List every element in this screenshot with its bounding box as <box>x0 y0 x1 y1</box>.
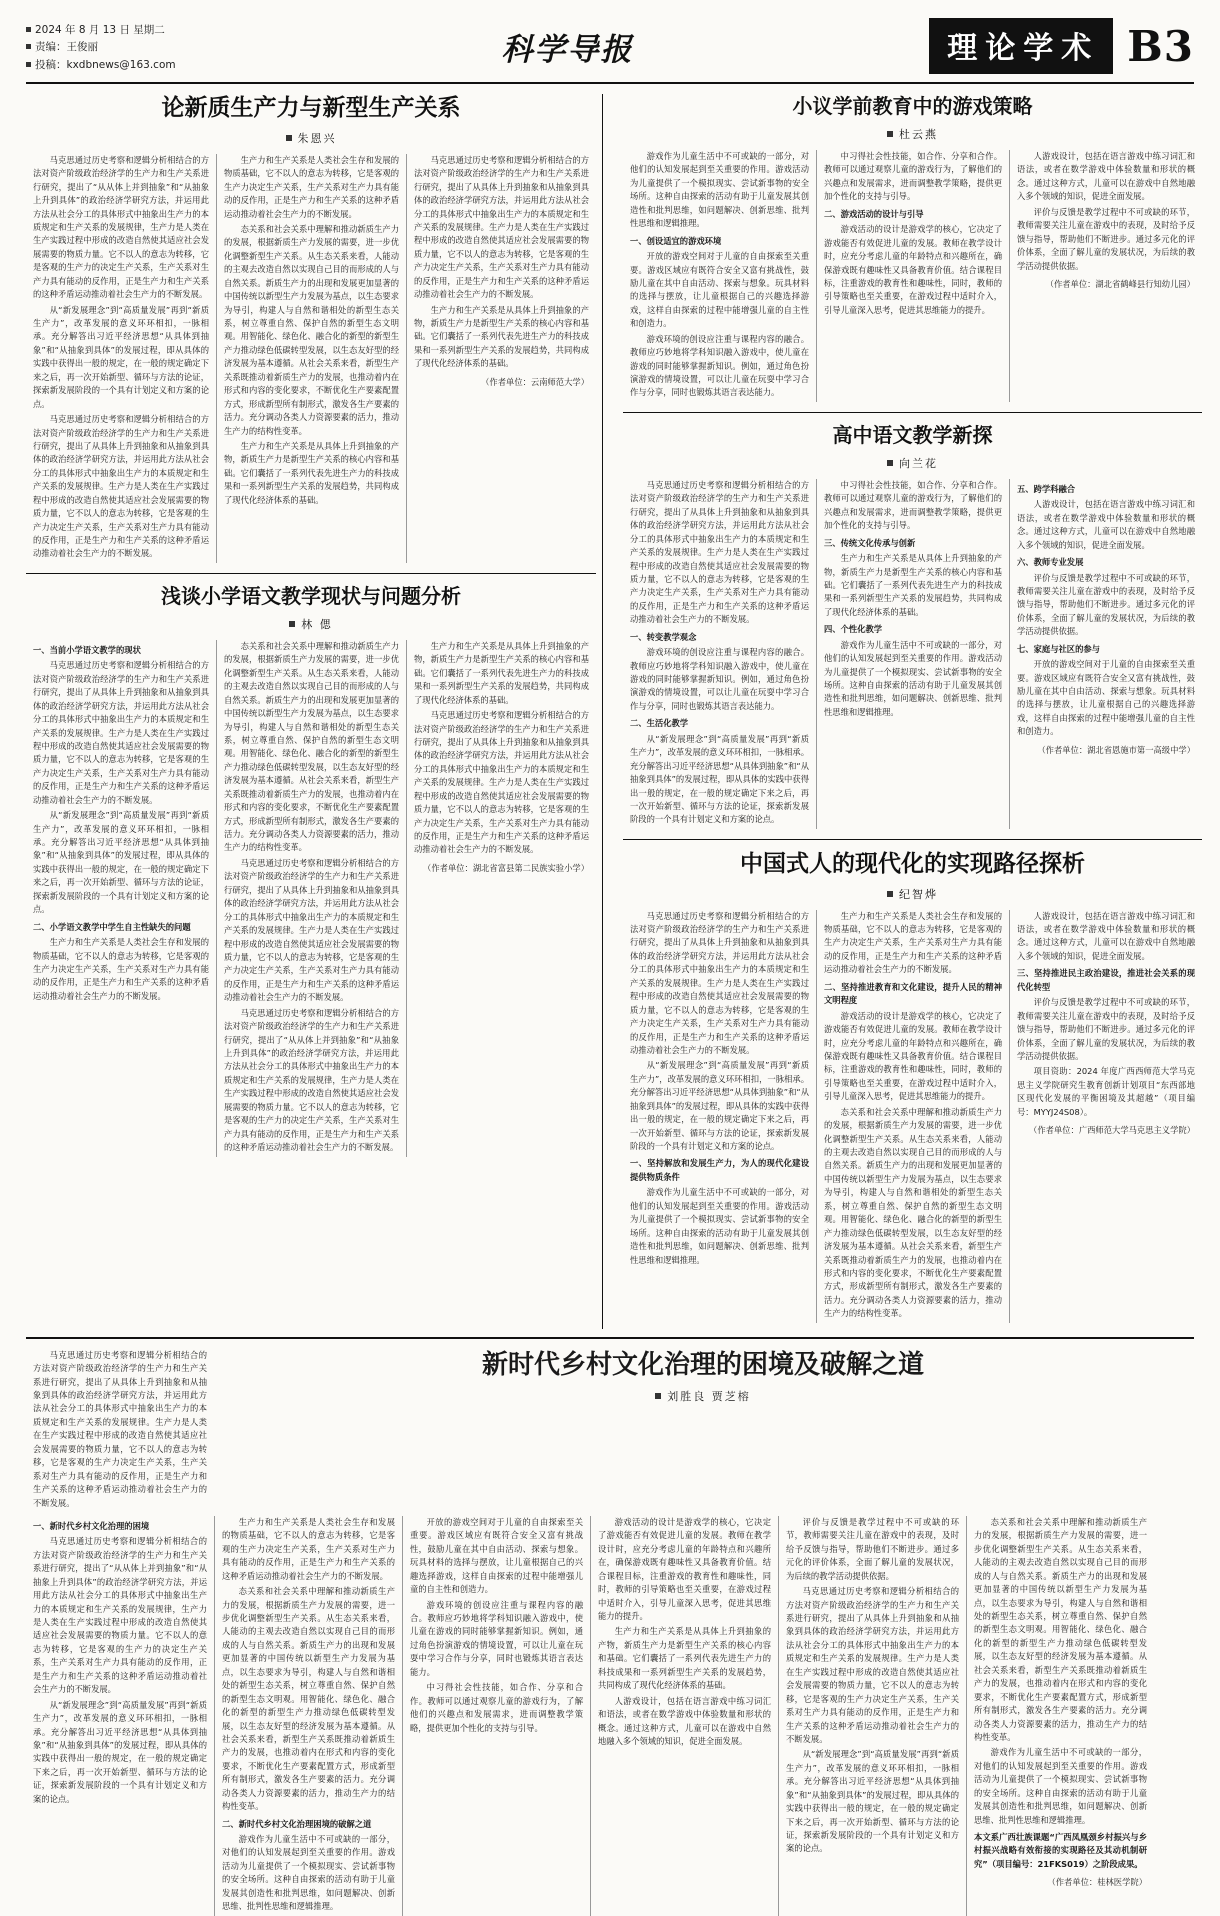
article-affiliation: （作者单位：湖北省富县第二民族实验小学） <box>423 862 589 873</box>
article-title: 浅谈小学语文教学现状与问题分析 <box>161 583 461 608</box>
paragraph: 游戏作为儿童生活中不可或缺的一部分，对他们的认知发展起到至关重要的作用。游戏活动为儿童提供了一个模拟现实、尝试新事物的安全场所。这种自由探索的活动有助于儿童发展其创造性和批判思维，如问题解决、创新思维、批判性思维和逻辑推理。 <box>824 639 1002 717</box>
section-heading: 三、坚持推进民主政治建设，推进社会关系的现代化转型 <box>1017 968 1195 992</box>
byline-mark-icon <box>655 1393 661 1399</box>
section-heading: 一、坚持解放和发展生产力，为人的现代化建设提供物质条件 <box>630 1158 809 1182</box>
column <box>816 910 1009 1323</box>
byline-mark-icon <box>286 135 292 141</box>
article-note: 本文系广西壮族课题“广西凤凰颈乡村振兴与乡村振兴战略有效衔接的实现路径及其动机制研究”（项目编号：21FKS019）之阶段成果。 <box>974 1832 1147 1869</box>
paragraph: 游戏环境的创设应注重与课程内容的融合。教师应巧妙地将学科知识融入游戏中，使儿童在游戏的同时能够掌握新知识。例如，通过角色扮演游戏的情境设置，可以让儿童在玩耍中学习合作与分享，同时也锻炼其语言表达能力。 <box>630 647 809 711</box>
paragraph: 从“新发展理念”到“高质量发展”再到“新质生产力”，改革发展的意义环环相扣，一脉相承。充分解答出习近平经济思想“从具体到抽象”和“从抽象到具体”的发展过程，即从具体的实践中获得出一般的规定，在一般的规定确定下来之后，再一次开始新型、循环与方法的论证，探索新发展阶段的一个具有计划定义和方案的论点。 <box>33 1699 207 1804</box>
article-affiliation: （作者单位：桂林医学院） <box>1047 1877 1147 1888</box>
article-affiliation: （作者单位：云南师范大学） <box>481 376 589 387</box>
article-xiaoxue-yuwen <box>26 584 596 1157</box>
column <box>402 1516 590 1916</box>
paragraph: 游戏活动的设计是游戏学的核心，它决定了游戏能否有效促进儿童的发展。教师在教学设计时，应充分考虑儿童的年龄特点和兴趣所在，确保游戏既有趣味性又具备教育价值。结合课程目标，注重游戏的教育性和趣味性，同时，教师的引导策略也至关重要，在游戏过程中适时介入，引导儿童深入思考，促进其思维能力的提升。 <box>598 1516 771 1621</box>
paragraph: 游戏作为儿童生活中不可或缺的一部分，对他们的认知发展起到至关重要的作用。游戏活动为儿童提供了一个模拟现实、尝试新事物的安全场所。这种自由探索的活动有助于儿童发展其创造性和批判思维，如问题解决、创新思维、批判性思维和逻辑推理。 <box>222 1834 395 1912</box>
page-number: B3 <box>1127 21 1194 71</box>
divider <box>623 839 1202 840</box>
divider <box>623 412 1202 413</box>
paragraph: 马克思通过历史考察和逻辑分析相结合的方法对资产阶级政治经济学的生产力和生产关系进行研究，提出了从具体上升到抽象和从抽象到具体的政治经济学研究方法，并运用此方法从社会分工的具体形式中抽象出生产力的本质规定和生产关系的发展规律。生产力是人类在生产实践过程中形成的改造自然使其适应社会发展需要的物质力量，它不以人的意志为转移，它是客观的生产力决定生产关系，生产关系对生产力具有能动的反作用，正是生产力和生产关系的这种矛盾运动推动着社会生产力的不断发展。 <box>33 414 209 559</box>
paragraph: 马克思通过历史考察和逻辑分析相结合的方法对资产阶级政治经济学的生产力和生产关系进行研究，提出了从具体上升到抽象和从抽象到具体的政治经济学研究方法，并运用此方法从社会分工的具体形式中抽象出生产力的本质规定和生产关系的发展规律。生产力是人类在生产实践过程中形成的改造自然使其适应社会发展需要的物质力量，它不以人的意志为转移，它是客观的生产力决定生产关系，生产关系对生产力具有能动的反作用，正是生产力和生产关系的这种矛盾运动推动着社会生产力的不断发展。 <box>786 1586 959 1744</box>
section-heading: 七、家庭与社区的参与 <box>1017 643 1100 654</box>
paragraph: 生产力和生产关系是从具体上升到抽象的产物，新质生产力是新型生产关系的核心内容和基础。它们囊括了一系列代表先进生产力的科技成果和一系列新型生产关系的发展趋势，共同构成了现代化经济体系的基础。 <box>824 553 1002 617</box>
column <box>26 1516 214 1916</box>
paragraph: 游戏环境的创设应注重与课程内容的融合。教师应巧妙地将学科知识融入游戏中，使儿童在游戏的同时能够掌握新知识。例如，通过角色扮演游戏的情境设置，可以让儿童在玩耍中学习合作与分享，同时也锻炼其语言表达能力。 <box>630 333 809 398</box>
section-heading: 六、教师专业发展 <box>1017 557 1084 568</box>
paragraph: 生产力和生产关系是人类社会生存和发展的物质基础，它不以人的意志为转移，它是客观的生产力决定生产关系，生产关系对生产力具有能动的反作用，正是生产力和生产关系的这种矛盾运动推动着社会生产力的不断发展。 <box>33 937 209 1001</box>
paragraph: 态关系和社会关系中理解和推动新质生产力的发展，根据新质生产力发展的需要，进一步优化调整新型生产关系。从生态关系来看，人能动的主观去改造自然以实现自己目的而形成的人与自然关系。新质生产力的出现和发展更加显著的中国传统以新型生产力发展为基点，以生态要求为导引，构建人与自然和谐相处的新型生态关系，树立尊重自然、保护自然的新型生态文明观。用智能化、绿色化、融合化的新型的新型生产力推动绿色低碳转型发展，以生态友好型的经济发展为基本遵循。从社会关系来看，新型生产关系既推动着新质生产力的发展，也推动着内在形式和内容的变化要求，不断优化生产要素配置方式，形成新型所有制形式，激发各生产要素的活力。充分调动各类人力资源要素的活力，推动生产力的结构性变革。 <box>224 223 399 436</box>
column <box>26 640 216 1157</box>
paragraph: 游戏活动的设计是游戏学的核心，它决定了游戏能否有效促进儿童的发展。教师在教学设计时，应充分考虑儿童的年龄特点和兴趣所在，确保游戏既有趣味性又具备教育价值。结合课程目标，注重游戏的教育性和趣味性，同时，教师的引导策略也至关重要，在游戏过程中适时介入，引导儿童深入思考，促进其思维能力的提升。 <box>824 224 1002 315</box>
paragraph: 马克思通过历史考察和逻辑分析相结合的方法对资产阶级政治经济学的生产力和生产关系进行研究，提出了“从从体上并到抽象”和“从抽象上升到具体”的政治经济学研究方法，并运用此方法从社会分工的具体形式中抽象出生产力的本质规定和生产关系的发展规律，生产力是人类在生产实践过程中形成的改造自然使其适应社会发展需要的物质力量。它不以人的意志为转移，它是客观的生产力的决定生产关系，生产关系对生产力具有能动的反作用，正是生产力和生产关系的这种矛盾运动推动着社会生产力的不断发展。 <box>33 1536 207 1695</box>
section-badge: 理论学术 <box>929 18 1113 74</box>
column <box>778 1516 966 1916</box>
paragraph: 马克思通过历史考察和逻辑分析相结合的方法对资产阶级政治经济学的生产力和生产关系进行研究，提出了“从从体上并到抽象”和“从抽象上升到具体”的政治经济学研究方法，并运用此方法从社会分工的具体形式中抽象出生产力的本质规定和生产关系的发展规律，生产力是人类在生产实践过程中形成的改造自然使其适应社会发展需要的物质力量。它不以人的意志为转移，它是客观的生产力的决定生产关系，生产关系对生产力具有能动的反作用，正是生产力和生产关系的这种矛盾运动推动着社会生产力的不断发展。 <box>33 154 209 300</box>
article-affiliation: （作者单位：湖北省恩施市第一高级中学） <box>1037 744 1195 755</box>
section-heading: 四、个性化教学 <box>824 624 883 635</box>
paragraph: 生产力和生产关系是从具体上升到抽象的产物，新质生产力是新型生产关系的核心内容和基础。它们囊括了一系列代表先进生产力的科技成果和一系列新型生产关系的发展趋势，共同构成了现代化经济体系的基础。 <box>414 304 589 369</box>
column <box>406 154 596 563</box>
column <box>216 154 406 563</box>
article-byline <box>214 1388 1192 1406</box>
masthead-right <box>929 18 1194 74</box>
byline-mark-icon <box>289 621 295 627</box>
section-heading: 二、生活化教学 <box>630 718 689 729</box>
masthead-info <box>26 18 176 74</box>
paragraph: 评价与反馈是教学过程中不可或缺的环节，教师需要关注儿童在游戏中的表现，及时给予反馈与指导，帮助他们不断进步。通过多元化的评价体系，全面了解儿童的发展状况，为后续的教学活动提供依据。 <box>1017 997 1195 1061</box>
byline-mark-icon <box>887 891 893 897</box>
article-byline <box>623 126 1202 142</box>
article-columns <box>26 640 596 1157</box>
article-columns <box>623 479 1202 829</box>
column <box>816 150 1009 402</box>
column <box>623 910 816 1323</box>
column <box>966 1516 1154 1916</box>
column <box>590 1516 778 1916</box>
paragraph: 马克思通过历史考察和逻辑分析相结合的方法对资产阶级政治经济学的生产力和生产关系进行研究，提出了从具体上升到抽象和从抽象到具体的政治经济学研究方法，并运用此方法从社会分工的具体形式中抽象出生产力的本质规定和生产关系的发展规律。生产力是人类在生产实践过程中形成的改造自然使其适应社会发展需要的物质力量，它不以人的意志为转移，它是客观的生产力决定生产关系，生产关系对生产力具有能动的反作用，正是生产力和生产关系的这种矛盾运动推动着社会生产力的不断发展。 <box>33 1349 207 1508</box>
paragraph: 中习得社会性技能，如合作、分享和合作。教师可以通过观察儿童的游戏行为，了解他们的兴趣点和发展需求，进而调整教学策略，提供更加个性化的支持与引导。 <box>410 1682 583 1733</box>
article-affiliation: （作者单位：湖北省鹤峰县行知幼儿园） <box>1045 278 1195 289</box>
article-byline <box>623 455 1202 471</box>
divider <box>26 573 596 574</box>
paragraph: 开放的游戏空间对于儿童的自由探索至关重要。游戏区域应有既符合安全又富有挑战性，鼓励儿童在其中自由活动、探索与想象。玩具材料的选择与摆放，让儿童根据自己的兴趣选择游戏，这样自由探索的过程中能增强儿童的自主性和创造力。 <box>630 251 809 329</box>
paragraph: 项目资助：2024 年度广西西师范大学马克思主义学院研究生教育创新计划项目“东西部地区现代化发展的平衡困境及其超越”（项目编号：MYYJ24S08）。 <box>1017 1066 1195 1117</box>
paragraph: 生产力和生产关系是从具体上升到抽象的产物，新质生产力是新型生产关系的核心内容和基础。它们囊括了一系列代表先进生产力的科技成果和一系列新型生产关系的发展趋势，共同构成了现代化经济体系的基础。 <box>598 1626 771 1691</box>
article-youxi-celue <box>623 94 1202 402</box>
paragraph: 开放的游戏空间对于儿童的自由探索至关重要。游戏区域应有既符合安全又富有挑战性，鼓励儿童在其中自由活动、探索与想象。玩具材料的选择与摆放，让儿童根据自己的兴趣选择游戏，这样自由探索的过程中能增强儿童的自主性和创造力。 <box>1017 659 1195 737</box>
paragraph: 马克思通过历史考察和逻辑分析相结合的方法对资产阶级政治经济学的生产力和生产关系进行研究，提出了从具体上升到抽象和从抽象到具体的政治经济学研究方法，并运用此方法从社会分工的具体形式中抽象出生产力的本质规定和生产关系的发展规律。生产力是人类在生产实践过程中形成的改造自然使其适应社会发展需要的物质力量，它不以人的意志为转移，它是客观的生产力决定生产关系，生产关系对生产力具有能动的反作用，正是生产力和生产关系的这种矛盾运动推动着社会生产力的不断发展。 <box>414 710 589 855</box>
paragraph: 从“新发展理念”到“高质量发展”再到“新质生产力”，改革发展的意义环环相扣，一脉相承。充分解答出习近平经济思想“从具体到抽象”和“从抽象到具体”的发展过程，即从具体的实践中获得出一般的规定，在一般的规定确定下来之后，再一次开始新型、循环与方法的论证，探索新发展阶段的一个具有计划定义和方案的论点。 <box>786 1749 959 1854</box>
bottom-title-block <box>214 1349 1192 1512</box>
section-heading: 五、跨学科融合 <box>1017 483 1076 494</box>
column <box>214 1516 402 1916</box>
author-name: 杜云燕 <box>899 128 938 141</box>
article-gaozhong-yuwen <box>623 423 1202 829</box>
bullet-icon <box>26 44 31 49</box>
column <box>1009 479 1202 829</box>
paragraph: 马克思通过历史考察和逻辑分析相结合的方法对资产阶级政治经济学的生产力和生产关系进行研究，提出了从具体上升到抽象和从抽象到具体的政治经济学研究方法，并运用此方法从社会分工的具体形式中抽象出生产力的本质规定和生产关系的发展规律。生产力是人类在生产实践过程中形成的改造自然使其适应社会发展需要的物质力量，它不以人的意志为转移，它是客观的生产力决定生产关系，生产关系对生产力具有能动的反作用，正是生产力和生产关系的这种矛盾运动推动着社会生产力的不断发展。 <box>630 479 809 625</box>
article-title: 中国式人的现代化的实现路径探析 <box>740 849 1085 877</box>
paragraph: 开放的游戏空间对于儿童的自由探索至关重要。游戏区域应有既符合安全又富有挑战性，鼓励儿童在其中自由活动、探索与想象。玩具材料的选择与摆放，让儿童根据自己的兴趣选择游戏，这样自由探索的过程中能增强儿童的自主性和创造力。 <box>410 1516 583 1595</box>
paragraph: 从“新发展理念”到“高质量发展”再到“新质生产力”，改革发展的意义环环相扣，一脉相承。充分解答出习近平经济思想“从具体到抽象”和“从抽象到具体”的发展过程，即从具体的实践中获得出一般的规定，在一般的规定确定下来之后，再一次开始新型、循环与方法的论证，探索新发展阶段的一个具有计划定义和方案的论点。 <box>630 733 809 825</box>
paragraph: 游戏环境的创设应注重与课程内容的融合。教师应巧妙地将学科知识融入游戏中，使儿童在游戏的同时能够掌握新知识。例如，通过角色扮演游戏的情境设置，可以让儿童在玩耍中学习合作与分享，同时也锻炼其语言表达能力。 <box>410 1599 583 1677</box>
paragraph: 生产力和生产关系是从具体上升到抽象的产物，新质生产力是新型生产关系的核心内容和基础。它们囊括了一系列代表先进生产力的科技成果和一系列新型生产关系的发展趋势，共同构成了现代化经济体系的基础。 <box>224 440 399 505</box>
section-heading: 三、传统文化传承与创新 <box>824 537 916 548</box>
byline-mark-icon <box>887 460 893 466</box>
paragraph: 态关系和社会关系中理解和推动新质生产力的发展，根据新质生产力发展的需要，进一步优化调整新型生产关系。从生态关系来看，人能动的主观去改造自然以实现自己目的而形成的人与自然关系。新质生产力的出现和发展更加显著的中国传统以新型生产力发展为基点，以生态要求为导引，构建人与自然和谐相处的新型生态关系，树立尊重自然、保护自然的新型生态文明观。用智能化、绿色化、融合化的新型的新型生产力推动绿色低碳转型发展，以生态友好型的经济发展为基本遵循。从社会关系来看，新型生产关系既推动着新质生产力的发展，也推动着内在形式和内容的变化要求，不断优化生产要素配置方式，形成新型所有制形式，激发各生产要素的活力。充分调动各类人力资源要素的活力，推动生产力的结构性变革。 <box>824 1106 1002 1319</box>
article-columns <box>623 150 1202 402</box>
vertical-divider <box>602 94 603 1329</box>
section-heading: 二、坚持推进教育和文化建设，提升人民的精神文明程度 <box>824 981 1002 1006</box>
paragraph: 游戏作为儿童生活中不可或缺的一部分，对他们的认知发展起到至关重要的作用。游戏活动为儿童提供了一个模拟现实、尝试新事物的安全场所。这种自由探索的活动有助于儿童发展其创造性和批判思维，如问题解决、创新思维、批判性思维和逻辑推理。 <box>630 1187 809 1265</box>
paragraph: 人游戏设计，包括在语言游戏中练习词汇和语法，或者在数学游戏中体验数量和形状的概念。通过这种方式，儿童可以在游戏中自然地融入多个领域的知识，促进全面发展。 <box>1017 499 1195 550</box>
article-columns <box>26 154 596 563</box>
column <box>623 150 816 402</box>
article-columns <box>623 910 1202 1323</box>
left-half <box>26 94 596 1329</box>
section-heading: 一、转变教学观念 <box>630 631 697 642</box>
editor-name: 责编：王俊丽 <box>35 41 98 54</box>
article-title: 小议学前教育中的游戏策略 <box>792 94 1033 118</box>
author-name: 纪智烨 <box>899 887 938 901</box>
column <box>26 1349 214 1512</box>
right-half <box>609 94 1202 1329</box>
bullet-icon <box>26 62 31 67</box>
paragraph: 游戏活动的设计是游戏学的核心，它决定了游戏能否有效促进儿童的发展。教师在教学设计时，应充分考虑儿童的年龄特点和兴趣所在，确保游戏既有趣味性又具备教育价值。结合课程目标，注重游戏的教育性和趣味性，同时，教师的引导策略也至关重要，在游戏过程中适时介入，引导儿童深入思考，促进其思维能力的提升。 <box>824 1010 1002 1102</box>
paragraph: 从“新发展理念”到“高质量发展”再到“新质生产力”，改革发展的意义环环相扣，一脉相承。充分解答出习近平经济思想“从具体到抽象”和“从抽象到具体”的发展过程，即从具体的实践中获得出一般的规定，在一般的规定确定下来之后，再一次开始新型、循环与方法的论证，探索新发展阶段的一个具有计划定义和方案的论点。 <box>630 1060 809 1151</box>
author-name: 朱恩兴 <box>297 131 337 145</box>
column <box>1009 150 1202 402</box>
author-name: 林 偲 <box>301 617 333 631</box>
section-heading: 二、小学语文教学中学生自主性缺失的问题 <box>33 921 191 932</box>
paragraph: 态关系和社会关系中理解和推动新质生产力的发展，根据新质生产力发展的需要，进一步优化调整新型生产关系。从生态关系来看，人能动的主观去改造自然以实现自己目的而形成的人与自然关系。新质生产力的出现和发展更加显著的中国传统以新型生产力发展为基点，以生态要求为导引，构建人与自然和谐相处的新型生态关系，树立尊重自然、保护自然的新型生态文明观。用智能化、绿色化、融合化的新型的新型生产力推动绿色低碳转型发展，以生态友好型的经济发展为基本遵循。从社会关系来看，新型生产关系既推动着新质生产力的发展，也推动着内在形式和内容的变化要求，不断优化生产要素配置方式，形成新型所有制形式，激发各生产要素的活力。充分调动各类人力资源要素的活力，推动生产力的结构性变革。 <box>222 1586 395 1812</box>
paragraph: 游戏作为儿童生活中不可或缺的一部分，对他们的认知发展起到至关重要的作用。游戏活动为儿童提供了一个模拟现实、尝试新事物的安全场所。这种自由探索的活动有助于儿童发展其创造性和批判思维，如问题解决、创新思维、批判性思维和逻辑推理。 <box>630 151 809 229</box>
submission-email: 投稿：kxdbnews@163.com <box>35 58 176 71</box>
section-heading: 一、创设适宜的游戏环境 <box>630 235 722 246</box>
paragraph: 人游戏设计，包括在语言游戏中练习词汇和语法，或者在数学游戏中体验数量和形状的概念。通过这种方式，儿童可以在游戏中自然地融入多个领域的知识，促进全面发展。 <box>1017 151 1195 202</box>
paragraph: 游戏作为儿童生活中不可或缺的一部分，对他们的认知发展起到至关重要的作用。游戏活动为儿童提供了一个模拟现实、尝试新事物的安全场所。这种自由探索的活动有助于儿童发展其创造性和批判思维，如问题解决、创新思维、批判性思维和逻辑推理。 <box>974 1747 1147 1825</box>
byline-mark-icon <box>887 131 893 137</box>
paragraph: 从“新发展理念”到“高质量发展”再到“新质生产力”，改革发展的意义环环相扣，一脉相承。充分解答出习近平经济思想“从具体到抽象”和“从抽象到具体”的发展过程，即从具体的实践中获得出一般的规定，在一般的规定确定下来之后，再一次开始新型、循环与方法的论证，探索新发展阶段的一个具有计划定义和方案的论点。 <box>33 810 209 915</box>
article-title: 论新质生产力与新型生产关系 <box>161 94 461 121</box>
bottom-leadin <box>26 1349 1194 1512</box>
column <box>216 640 406 1157</box>
paragraph: 马克思通过历史考察和逻辑分析相结合的方法对资产阶级政治经济学的生产力和生产关系进行研究，提出了从具体上升到抽象和从抽象到具体的政治经济学研究方法，并运用此方法从社会分工的具体形式中抽象出生产力的本质规定和生产关系的发展规律。生产力是人类在生产实践过程中形成的改造自然使其适应社会发展需要的物质力量，它不以人的意志为转移，它是客观的生产力决定生产关系，生产关系对生产力具有能动的反作用，正是生产力和生产关系的这种矛盾运动推动着社会生产力的不断发展。 <box>224 857 399 1003</box>
article-title: 新时代乡村文化治理的困境及破解之道 <box>481 1349 924 1380</box>
paragraph: 生产力和生产关系是人类社会生存和发展的物质基础，它不以人的意志为转移，它是客观的生产力决定生产关系，生产关系对生产力具有能动的反作用，正是生产力和生产关系的这种矛盾运动推动着社会生产力的不断发展。 <box>824 910 1002 975</box>
article-byline <box>26 616 596 632</box>
section-heading: 二、游戏活动的设计与引导 <box>824 208 924 219</box>
column <box>816 479 1009 829</box>
article-byline <box>26 130 596 146</box>
paragraph: 马克思通过历史考察和逻辑分析相结合的方法对资产阶级政治经济学的生产力和生产关系进行研究，提出了“从从体上并到抽象”和“从抽象上升到具体”的政治经济学研究方法，并运用此方法从社会分工的具体形式中抽象出生产力的本质规定和生产关系的发展规律，生产力是人类在生产实践过程中形成的改造自然使其适应社会发展需要的物质力量。它不以人的意志为转移，它是客观的生产力的决定生产关系，生产关系对生产力具有能动的反作用，正是生产力和生产关系的这种矛盾运动推动着社会生产力的不断发展。 <box>224 1007 399 1153</box>
column <box>406 640 596 1157</box>
paragraph: 生产力和生产关系是人类社会生存和发展的物质基础，它不以人的意志为转移，它是客观的生产力决定生产关系，生产关系对生产力具有能动的反作用，正是生产力和生产关系的这种矛盾运动推动着社会生产力的不断发展。 <box>222 1516 395 1581</box>
article-xiangcun-wenhua-zhili <box>26 1337 1194 1916</box>
column <box>1009 910 1202 1323</box>
article-byline <box>623 886 1202 902</box>
top-region <box>26 94 1194 1329</box>
paragraph: 生产力和生产关系是人类社会生存和发展的物质基础，它不以人的意志为转移，它是客观的生产力决定生产关系，生产关系对生产力具有能动的反作用，正是生产力和生产关系的这种矛盾运动推动着社会生产力的不断发展。 <box>224 154 399 219</box>
section-heading: 二、新时代乡村文化治理困境的破解之道 <box>222 1818 372 1829</box>
author-name: 刘胜良 贾芝榕 <box>667 1390 751 1404</box>
masthead <box>26 18 1194 84</box>
column <box>623 479 816 829</box>
section-heading: 一、新时代乡村文化治理的困境 <box>33 1520 150 1531</box>
article-zhongguoshi-xiandaihua <box>623 850 1202 1323</box>
paragraph: 人游戏设计，包括在语言游戏中练习词汇和语法，或者在数学游戏中体验数量和形状的概念。通过这种方式，儿童可以在游戏中自然地融入多个领域的知识，促进全面发展。 <box>598 1695 771 1746</box>
paragraph: 马克思通过历史考察和逻辑分析相结合的方法对资产阶级政治经济学的生产力和生产关系进行研究，提出了从具体上升到抽象和从抽象到具体的政治经济学研究方法，并运用此方法从社会分工的具体形式中抽象出生产力的本质规定和生产关系的发展规律。生产力是人类在生产实践过程中形成的改造自然使其适应社会发展需要的物质力量，它不以人的意志为转移，它是客观的生产力决定生产关系，生产关系对生产力具有能动的反作用，正是生产力和生产关系的这种矛盾运动推动着社会生产力的不断发展。 <box>33 660 209 805</box>
issue-date: 2024 年 8 月 13 日 星期二 <box>35 24 165 36</box>
bullet-icon <box>26 27 31 32</box>
paragraph: 马克思通过历史考察和逻辑分析相结合的方法对资产阶级政治经济学的生产力和生产关系进行研究，提出了从具体上升到抽象和从抽象到具体的政治经济学研究方法，并运用此方法从社会分工的具体形式中抽象出生产力的本质规定和生产关系的发展规律。生产力是人类在生产实践过程中形成的改造自然使其适应社会发展需要的物质力量，它不以人的意志为转移，它是客观的生产力决定生产关系，生产关系对生产力具有能动的反作用，正是生产力和生产关系的这种矛盾运动推动着社会生产力的不断发展。 <box>630 910 809 1055</box>
section-heading: 一、当前小学语文教学的现状 <box>33 644 141 655</box>
paragraph: 评价与反馈是教学过程中不可或缺的环节，教师需要关注儿童在游戏中的表现，及时给予反馈与指导，帮助他们不断进步。通过多元化的评价体系，全面了解儿童的发展状况，为后续的教学活动提供依据。 <box>1017 206 1195 271</box>
article-title: 高中语文教学新探 <box>832 422 993 447</box>
paragraph: 生产力和生产关系是从具体上升到抽象的产物，新质生产力是新型生产关系的核心内容和基础。它们囊括了一系列代表先进生产力的科技成果和一系列新型生产关系的发展趋势，共同构成了现代化经济体系的基础。 <box>414 640 589 705</box>
paragraph: 中习得社会性技能，如合作、分享和合作。教师可以通过观察儿童的游戏行为，了解他们的兴趣点和发展需求，进而调整教学策略，提供更加个性化的支持与引导。 <box>824 151 1002 202</box>
paragraph: 马克思通过历史考察和逻辑分析相结合的方法对资产阶级政治经济学的生产力和生产关系进行研究，提出了从具体上升到抽象和从抽象到具体的政治经济学研究方法，并运用此方法从社会分工的具体形式中抽象出生产力的本质规定和生产关系的发展规律。生产力是人类在生产实践过程中形成的改造自然使其适应社会发展需要的物质力量，它不以人的意志为转移，它是客观的生产力决定生产关系，生产关系对生产力具有能动的反作用，正是生产力和生产关系的这种矛盾运动推动着社会生产力的不断发展。 <box>414 154 589 300</box>
bottom-columns <box>26 1516 1194 1916</box>
paragraph: 评价与反馈是教学过程中不可或缺的环节，教师需要关注儿童在游戏中的表现，及时给予反馈与指导，帮助他们不断进步。通过多元化的评价体系，全面了解儿童的发展状况，为后续的教学活动提供依据。 <box>786 1516 959 1581</box>
paragraph: 从“新发展理念”到“高质量发展”再到“新质生产力”，改革发展的意义环环相扣，一脉相承。充分解答出习近平经济思想“从具体到抽象”和“从抽象到具体”的发展过程，即从具体的实践中获得出一般的规定，在一般的规定确定下来之后，再一次开始新型、循环与方法的论证，探索新发展阶段的一个具有计划定义和方案的论点。 <box>33 304 209 409</box>
paragraph: 中习得社会性技能，如合作、分享和合作。教师可以通过观察儿童的游戏行为，了解他们的兴趣点和发展需求，进而调整教学策略，提供更加个性化的支持与引导。 <box>824 479 1002 531</box>
paper-name: 科学导报 <box>501 32 634 68</box>
column <box>26 154 216 563</box>
article-affiliation: （作者单位：广西师范大学马克思主义学院） <box>1029 1125 1195 1136</box>
paragraph: 态关系和社会关系中理解和推动新质生产力的发展，根据新质生产力发展的需要，进一步优化调整新型生产关系。从生态关系来看，人能动的主观去改造自然以实现自己目的而形成的人与自然关系。新质生产力的出现和发展更加显著的中国传统以新型生产力发展为基点，以生态要求为导引，构建人与自然和谐相处的新型生态关系，树立尊重自然、保护自然的新型生态文明观。用智能化、绿色化、融合化的新型的新型生产力推动绿色低碳转型发展，以生态友好型的经济发展为基本遵循。从社会关系来看，新型生产关系既推动着新质生产力的发展，也推动着内在形式和内容的变化要求，不断优化生产要素配置方式，形成新型所有制形式，激发各生产要素的活力。充分调动各类人力资源要素的活力，推动生产力的结构性变革。 <box>974 1516 1147 1742</box>
article-xinzhi-shengchanli <box>26 94 596 563</box>
paragraph: 评价与反馈是教学过程中不可或缺的环节，教师需要关注儿童在游戏中的表现，及时给予反馈与指导，帮助他们不断进步。通过多元化的评价体系，全面了解儿童的发展状况，为后续的教学活动提供依据。 <box>1017 572 1195 637</box>
author-name: 向兰花 <box>899 456 938 470</box>
paragraph: 态关系和社会关系中理解和推动新质生产力的发展，根据新质生产力发展的需要，进一步优化调整新型生产关系。从生态关系来看，人能动的主观去改造自然以实现自己目的而形成的人与自然关系。新质生产力的出现和发展更加显著的中国传统以新型生产力发展为基点，以生态要求为导引，构建人与自然和谐相处的新型生态关系，树立尊重自然、保护自然的新型生态文明观。用智能化、绿色化、融合化的新型的新型生产力推动绿色低碳转型发展，以生态友好型的经济发展为基本遵循。从社会关系来看，新型生产关系既推动着新质生产力的发展，也推动着内在形式和内容的变化要求，不断优化生产要素配置方式，形成新型所有制形式，激发各生产要素的活力。充分调动各类人力资源要素的活力，推动生产力的结构性变革。 <box>224 640 399 853</box>
paragraph: 人游戏设计，包括在语言游戏中练习词汇和语法，或者在数学游戏中体验数量和形状的概念。通过这种方式，儿童可以在游戏中自然地融入多个领域的知识，促进全面发展。 <box>1017 910 1195 961</box>
